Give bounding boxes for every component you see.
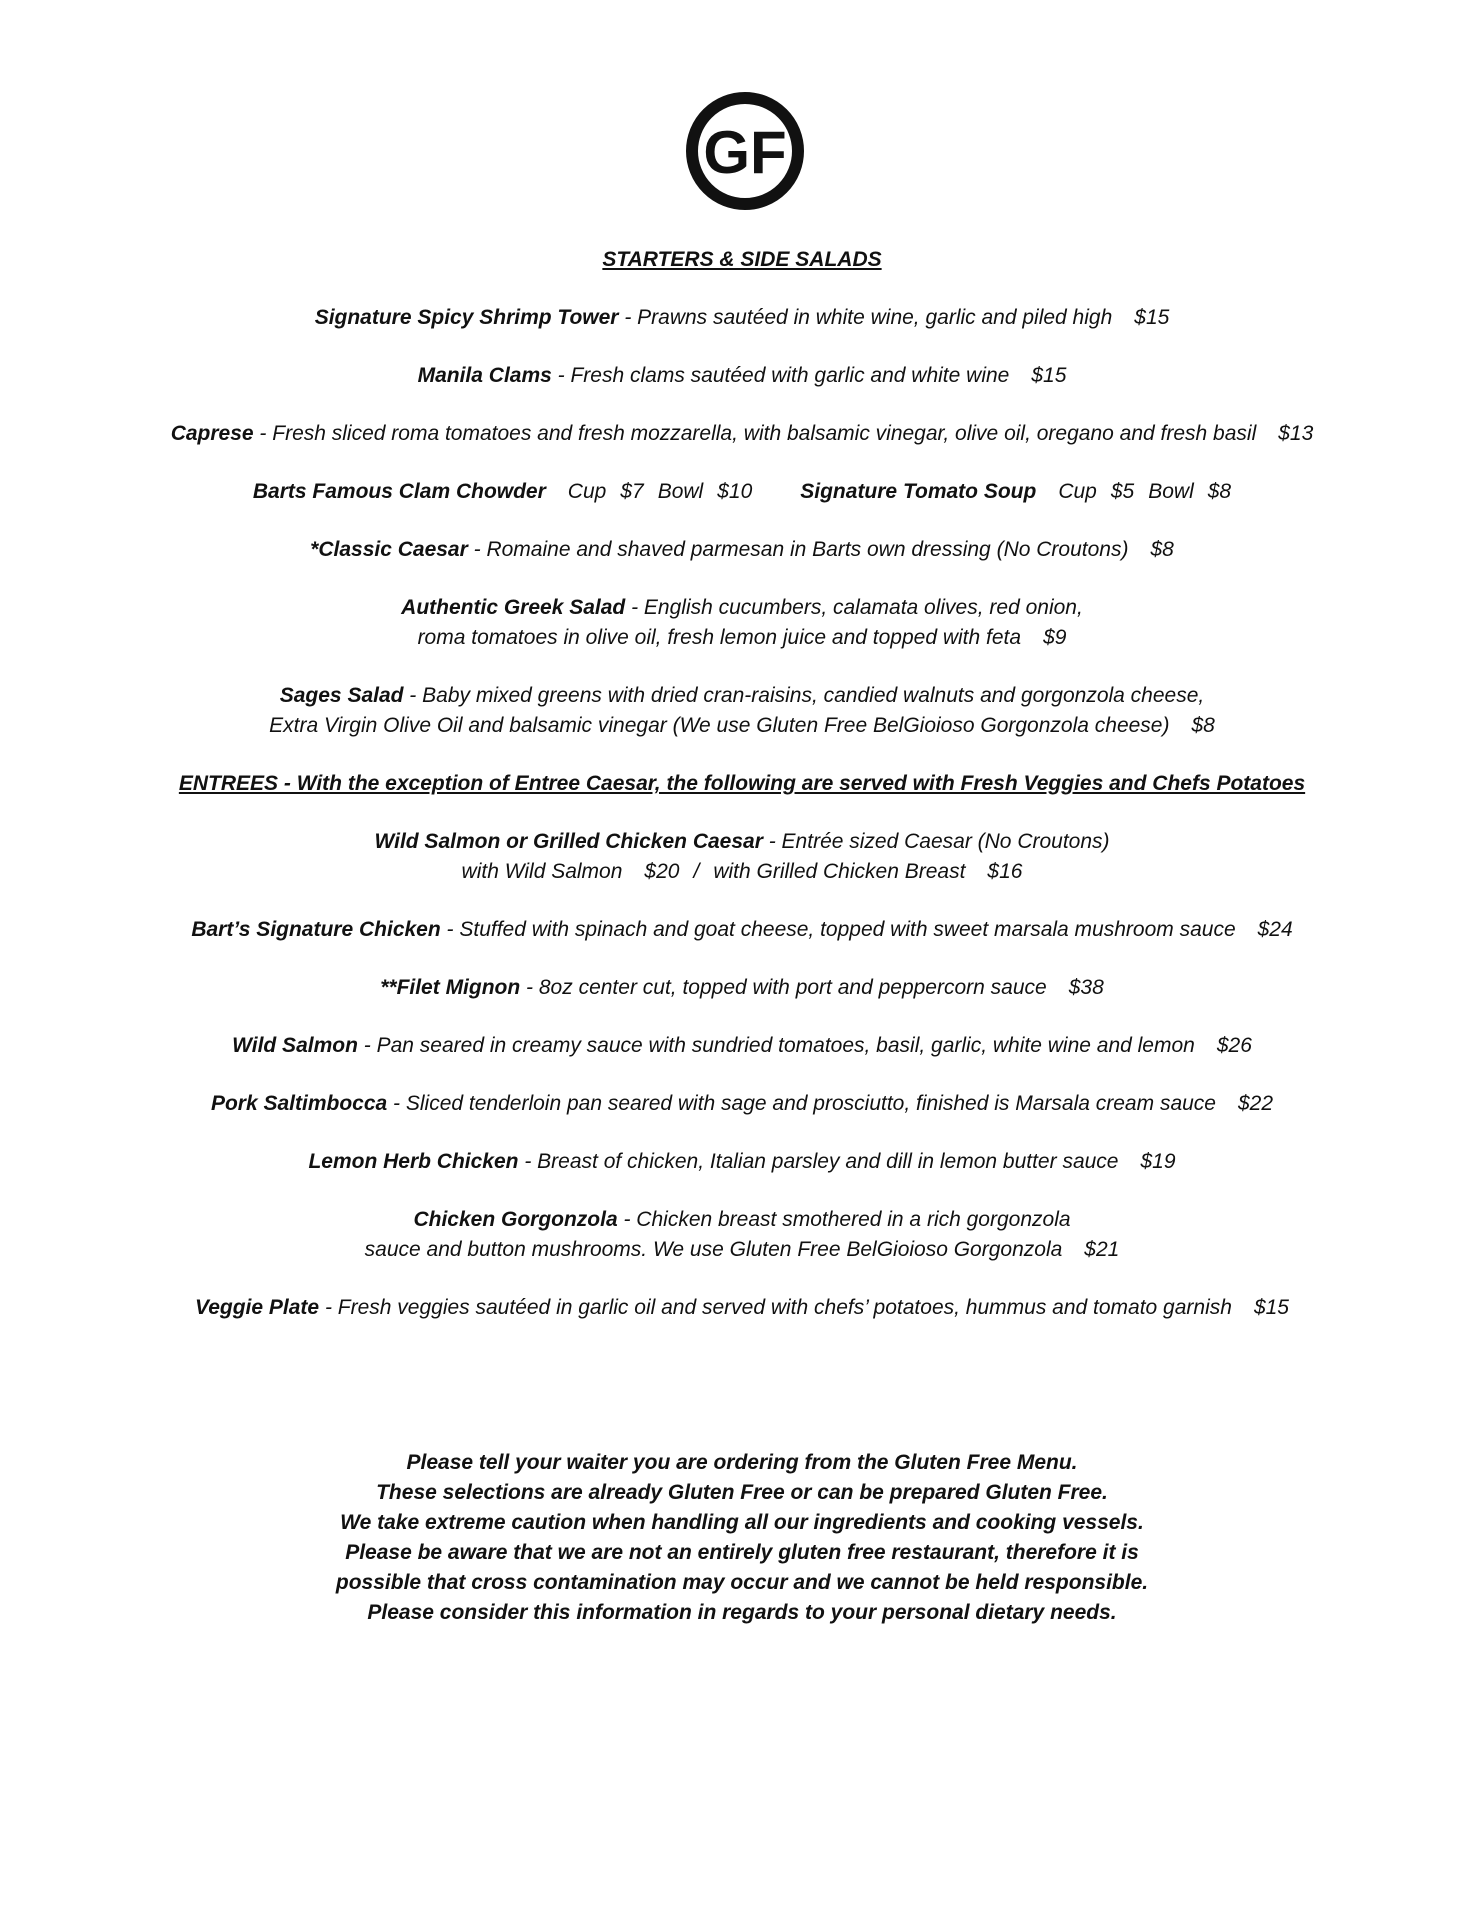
item-name: Veggie Plate [195, 1296, 320, 1319]
gluten-free-notice [0, 1448, 1484, 1628]
notice-line: Please consider this information in regards to your personal dietary needs. [367, 1601, 1117, 1624]
tomato-bowl: Bowl [1148, 480, 1194, 503]
item-name: Wild Salmon [232, 1034, 358, 1057]
notice-line: These selections are already Gluten Free or can be prepared Gluten Free. [376, 1481, 1108, 1504]
menu-item [0, 1031, 1484, 1061]
item-name: Manila Clams [417, 364, 552, 387]
menu-item-line2 [0, 1235, 1484, 1265]
item-price: $26 [1216, 1034, 1252, 1057]
gf-logo-text: GF [703, 119, 787, 186]
menu-item [0, 681, 1484, 711]
starters-heading: STARTERS & SIDE SALADS [602, 248, 882, 271]
notice-line: Please be aware that we are not an entirely gluten free restaurant, therefore it is [345, 1541, 1139, 1564]
menu-item-line2 [0, 857, 1484, 887]
item-desc: - English cucumbers, calamata olives, red onion, [625, 596, 1083, 619]
tomato-soup-name: Signature Tomato Soup [800, 480, 1037, 503]
item-desc: - Sliced tenderloin pan seared with sage and prosciutto, finished is Marsala cream sauce [387, 1092, 1216, 1115]
item-name: Wild Salmon or Grilled Chicken Caesar [374, 830, 763, 853]
menu-item [0, 535, 1484, 565]
item-price: $38 [1068, 976, 1104, 999]
item-name: **Filet Mignon [380, 976, 521, 999]
item-desc: sauce and button mushrooms. We use Gluten Free BelGioioso Gorgonzola [364, 1238, 1063, 1261]
item-desc: - 8oz center cut, topped with port and peppercorn sauce [520, 976, 1047, 999]
menu-item [0, 973, 1484, 1003]
item-desc: - Fresh veggies sautéed in garlic oil and served with chefs’ potatoes, hummus and tomato garnish [319, 1296, 1232, 1319]
notice-line: We take extreme caution when handling all our ingredients and cooking vessels. [340, 1511, 1144, 1534]
menu-item [0, 1205, 1484, 1235]
item-price: $19 [1140, 1150, 1176, 1173]
tomato-cup: Cup [1058, 480, 1097, 503]
menu-item [0, 361, 1484, 391]
gf-logo [684, 90, 806, 212]
chowder-cup: Cup [567, 480, 607, 503]
item-price: $15 [1031, 364, 1067, 387]
item-name: *Classic Caesar [310, 538, 468, 561]
item-price: $22 [1237, 1092, 1274, 1115]
item-desc: - Pan seared in creamy sauce with sundried tomatoes, basil, garlic, white wine and lemon [357, 1034, 1195, 1057]
menu-item [0, 1147, 1484, 1177]
item-desc: - Chicken breast smothered in a rich gorgonzola [617, 1208, 1071, 1231]
soups-line [0, 477, 1484, 507]
menu-item [0, 915, 1484, 945]
item-desc: - Baby mixed greens with dried cran-raisins, candied walnuts and gorgonzola cheese, [403, 684, 1205, 707]
item-name: Caprese [170, 422, 254, 445]
tomato-bowl-price: $8 [1207, 480, 1232, 503]
chowder-name: Barts Famous Clam Chowder [252, 480, 546, 503]
item-price: $9 [1043, 626, 1067, 649]
separator: / [693, 860, 700, 883]
chowder-bowl: Bowl [657, 480, 704, 503]
item-name: Chicken Gorgonzola [413, 1208, 618, 1231]
item-price: $20 [644, 860, 680, 883]
item-price: $8 [1191, 714, 1215, 737]
salmon-option: with Wild Salmon [461, 860, 623, 883]
item-name: Signature Spicy Shrimp Tower [314, 306, 619, 329]
item-price: $8 [1150, 538, 1174, 561]
item-desc: - Prawns sautéed in white wine, garlic and piled high [618, 306, 1113, 329]
menu-item [0, 1293, 1484, 1323]
item-price: $21 [1084, 1238, 1120, 1261]
item-name: Sages Salad [279, 684, 404, 707]
item-name: Lemon Herb Chicken [308, 1150, 519, 1173]
chicken-option: with Grilled Chicken Breast [713, 860, 966, 883]
item-desc: Extra Virgin Olive Oil and balsamic vinegar (We use Gluten Free BelGioioso Gorgonzola cheese) [269, 714, 1170, 737]
menu-item [0, 1089, 1484, 1119]
item-price: $16 [987, 860, 1023, 883]
item-desc: - Stuffed with spinach and goat cheese, topped with sweet marsala mushroom sauce [440, 918, 1236, 941]
item-price: $15 [1253, 1296, 1289, 1319]
item-desc: - Fresh sliced roma tomatoes and fresh mozzarella, with balsamic vinegar, olive oil, oregano and fresh basil [253, 422, 1257, 445]
item-desc: - Fresh clams sautéed with garlic and white wine [551, 364, 1010, 387]
menu-item [0, 303, 1484, 333]
tomato-cup-price: $5 [1110, 480, 1135, 503]
menu-item-line2 [0, 623, 1484, 653]
item-price: $13 [1278, 422, 1314, 445]
menu-content [0, 245, 1484, 1323]
item-price: $15 [1134, 306, 1170, 329]
item-desc: - Breast of chicken, Italian parsley and dill in lemon butter sauce [518, 1150, 1119, 1173]
item-name: Pork Saltimbocca [210, 1092, 388, 1115]
menu-item-line2 [0, 711, 1484, 741]
item-price: $24 [1257, 918, 1293, 941]
chowder-cup-price: $7 [620, 480, 644, 503]
notice-line: possible that cross contamination may occur and we cannot be held responsible. [335, 1571, 1149, 1594]
menu-item [0, 419, 1484, 449]
chowder-bowl-price: $10 [717, 480, 753, 503]
item-name: Bart’s Signature Chicken [191, 918, 441, 941]
entrees-heading: ENTREES - With the exception of Entree Caesar, the following are served with Fresh Veggies and Chefs Potatoes [178, 772, 1306, 795]
item-desc: roma tomatoes in olive oil, fresh lemon juice and topped with feta [417, 626, 1022, 649]
menu-item [0, 827, 1484, 857]
item-desc: - Entrée sized Caesar (No Croutons) [762, 830, 1110, 853]
item-desc: - Romaine and shaved parmesan in Barts own dressing (No Croutons) [467, 538, 1129, 561]
notice-line: Please tell your waiter you are ordering from the Gluten Free Menu. [406, 1451, 1078, 1474]
item-name: Authentic Greek Salad [401, 596, 626, 619]
menu-item [0, 593, 1484, 623]
